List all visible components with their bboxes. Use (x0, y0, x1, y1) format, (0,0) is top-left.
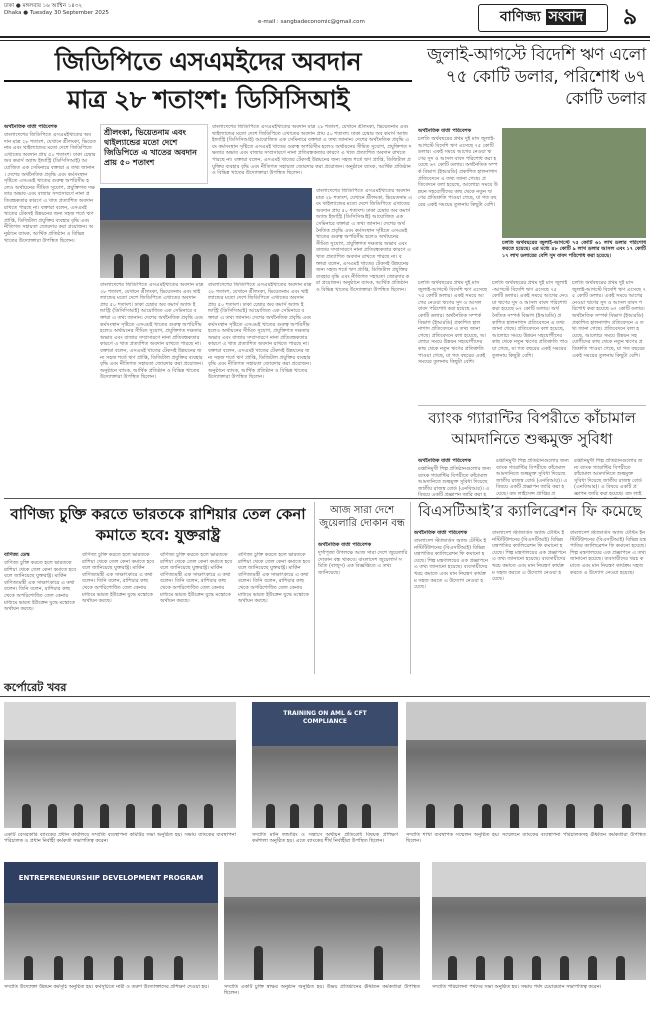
entrepreneur-banner: ENTREPRENEURSHIP DEVELOPMENT PROGRAM (18, 874, 204, 882)
lead-inset: শ্রীলংকা, ভিয়েতনাম এবং থাইল্যান্ডের মতো দেশে জিডিপিতে এ খাতের অবদান প্রায় ৫০ শতাংশ (100, 124, 208, 184)
section-rule (0, 696, 650, 697)
date-line: ঢাকা ● মঙ্গলবার ১৬ আশ্বিন ১৪৩২ Dhaka ● Tuesday 30 September 2025 (4, 3, 109, 16)
corporate-photo-5 (224, 862, 420, 980)
header-rule-2 (0, 40, 650, 41)
bank-column-1: অর্থনৈতিক বার্তা পরিবেশক রপ্তানিমুখী শিল্প প্রতিষ্ঠানগুলোর জন্য ব্যাংক গ্যারান্টির বিপরীতে কাঁচামাল আমদানিতে শুল্কমুক্ত সুবিধা দিয়েছে জাতীয় রাজস্ব বোর্ড (এনবিআর)। এ বিষয়ে একটি প্রজ্ঞাপন জারি করা হ (418, 458, 491, 498)
lead-photo (100, 188, 312, 278)
bsti-column-3: বাংলাদেশ স্ট্যান্ডার্ডস অ্যান্ড টেস্টিং ইনস্টিটিউশনের (বিএসটিআই) বিভিন্ন যন্ত্রপাতির ক্যালিব্রেশন ফি কমানো হয়েছে। শিল্প মন্ত্রণালয়ের এক প্রজ্ঞাপনে এ তথ্য জানানো হয়েছে। ব্যবসায়ীদের খরচ কমাতে এবং মান নিয়ন্ত্রণ কার্যক্রম সহজ করতে এ উদ্যোগ নেওয়া হয়েছে। (570, 530, 646, 576)
corporate-photo-1 (4, 702, 236, 828)
corporate-caption-1: একটি বেসরকারি ব্যাংকের প্রধান কার্যালয়ে সম্প্রতি ব্যবস্থাপনা কমিটির সভা অনুষ্ঠিত হয়। সভায় ব্যাংকের ব্যবস্থাপনা পরিচালক ও প্রধান নির্বাহী কর্মকর্তা সভাপতিত্ব করেন। (4, 832, 236, 845)
jewelry-headline[interactable]: আজ সারা দেশে জুয়েলারি দোকান বন্ধ (319, 505, 405, 529)
jewelry-column: অর্থনৈতিক বার্তা পরিবেশক দুর্গাপূজা উপলক্ষে আজ সারা দেশে জুয়েলারি দোকান বন্ধ থাকবে। বাংলাদেশ জুয়েলার্স সমিতি (বাজুস) এক বিজ্ঞপ্তিতে এ তথ্য জানিয়েছে। (318, 542, 408, 576)
corporate-caption-2: সম্প্রতি মানি লন্ডারিং ও সন্ত্রাসে অর্থায়ন প্রতিরোধ বিষয়ক প্রশিক্ষণ কর্মশালা অনুষ্ঠিত হয়। এতে ব্যাংকের শীর্ষ নির্বাহীরা উপস্থিত ছিলেন। (252, 832, 398, 845)
bsti-column-2: বাংলাদেশ স্ট্যান্ডার্ডস অ্যান্ড টেস্টিং ইনস্টিটিউশনের (বিএসটিআই) বিভিন্ন যন্ত্রপাতির ক্যালিব্রেশন ফি কমানো হয়েছে। শিল্প মন্ত্রণালয়ের এক প্রজ্ঞাপনে এ তথ্য জানানো হয়েছে। ব্যবসায়ীদের খরচ কমাতে এবং মান নিয়ন্ত্রণ কার্যক্রম সহজ করতে এ উদ্যোগ নেওয়া হয়েছে। (492, 530, 566, 583)
loan-headline[interactable]: জুলাই-আগস্টে বিদেশি ঋণ এলো ৭৫ কোটি ডলার, পরিশোধ ৬৭ কোটি ডলার (427, 45, 646, 109)
header-rule (0, 36, 650, 38)
bsti-column-1: অর্থনৈতিক বার্তা পরিবেশক বাংলাদেশ স্ট্যান্ডার্ডস অ্যান্ড টেস্টিং ইনস্টিটিউশনের (বিএসটিআই) বিভিন্ন যন্ত্রপাতির ক্যালিব্রেশন ফি কমানো হয়েছে। শিল্প মন্ত্রণালয়ের এক প্রজ্ঞাপনে এ তথ্য জানানো হয়েছে। ব্যবসায়ীদের খরচ কমাতে এবং মান নিয়ন্ত্রণ কার্যক্রম সহজ করতে এ উদ্যোগ নেওয়া হয়েছে। (414, 530, 488, 591)
oil-headline[interactable]: বাণিজ্য চুক্তি করতে ভারতকে রাশিয়ার তেল কেনা কমাতে হবে: যুক্তরাষ্ট্র (10, 505, 306, 544)
bank-headline[interactable]: ব্যাংক গ্যারান্টির বিপরীতে কাঁচামাল আমদানিতে শুল্কমুক্ত সুবিধা (428, 409, 636, 448)
lead-column-3: বাংলাদেশের জিডিপিতে এসএমইখাতের অবদান মাত্র ২৮ শতাংশ, যেখানে শ্রীলংকা, ভিয়েতনাম এবং থাইল্যান্ডের মতো দেশে জিডিপিতে এখাতের অবদান প্রায় ৫০ শতাংশ। ঢাকা চেম্বার অব কমার্স অ্যান্ড ইন্ডাস্ট্রি (ডিসিসিআই) আয়োজিত এক সেমিনারে বক্তারা এ তথ্য জানান। দেশের অর্থনৈতিক প্রবৃদ্ধি এবং কর্মসংস্থান সৃষ্টিতে এসএমই খাতের গুরুত্ব অপরিসীম হলেও অর্থায়নের সীমিত সুযোগ, প্রযুক্তিগত দক্ষতার অভাব এবং বাজার সম্প্রসারণে নানা প্রতিবন্ধকতার কারণে এ খাত প্রত্যাশিত অবদান রাখতে পারছে না। বক্তারা বলেন, এসএমই খাতের টেকসই উন্নয়নের জন্য সহজ শর্তে ঋণ প্রাপ্তি, ডিজিটাল প্রযুক্তির ব্যবহার বৃদ্ধি এবং নীতিগত সহায়তা জোরদার করা প্রয়োজন। অনুষ্ঠানে ব্যাংক, আর্থিক প্রতিষ্ঠান ও বিভিন্ন খাতের উদ্যোক্তারা উপস্থিত ছিলেন। (316, 188, 412, 293)
lead-inset-box (100, 124, 208, 184)
corporate-caption-6: সম্প্রতি পরিচালনা পর্ষদের সভা অনুষ্ঠিত হয়। সভায় পর্ষদ চেয়ারম্যান সভাপতিত্ব করেন। (432, 984, 602, 990)
corporate-caption-3: সম্প্রতি শাখা ব্যবস্থাপক সম্মেলন অনুষ্ঠিত হয়। সম্মেলনে ব্যাংকের ব্যবস্থাপনা পরিচালকসহ ঊর্ধ্বতন কর্মকর্তারা উপস্থিত ছিলেন। (406, 832, 646, 845)
page-number: ৯ (622, 5, 638, 30)
bsti-headline[interactable]: বিএসটিআই’র ক্যালিব্রেশন ফি কমেছে (418, 502, 642, 520)
loan-photo-caption: চলতি অর্থবছরের জুলাই-আগস্টে ৭৫ কোটি ৬১ লাখ ডলার পরিশোধ করতে হয়েছে। এর মধ্যে ৪৮ কোটি ৯ লাখ ডলার আসল এবং ১৭ কোটি ১৭ লাখ ডলারের বেশি সুদ বাবদ পরিশোধ করা হয়েছে। (502, 240, 646, 259)
corporate-photo-2 (252, 702, 398, 828)
corporate-photo-4 (4, 862, 218, 980)
loan-column-4: চলতি অর্থবছরের প্রথম দুই মাস জুলাই-আগস্টে বিদেশি ঋণ এসেছে ৭৫ কোটি ডলার। একই সময়ে আগের নেওয়া ঋণের সুদ ও আসল বাবদ পরিশোধ করা হয়েছে ৬৭ কোটি ডলার। অর্থনৈতিক সম্পর্ক বিভাগ (ইআরডি) প্রকাশিত হালনাগাদ প্রতিবেদনে এ তথ্য জানা গেছে। প্রতিবেদনে বলা হয়েছে, আলোচ্য সময়ে উন্নয়ন সহযোগীদের কাছ থেকে নতুন ঋণের প্রতিশ্রুতি পাওয়া গেছে, যা গত বছরের একই সময়ের তুলনায় কিছুটা বেশি। (572, 280, 646, 359)
section-title: কর্পোরেট খবর (4, 681, 67, 694)
bank-column-3: রপ্তানিমুখী শিল্প প্রতিষ্ঠানগুলোর জন্য ব্যাংক গ্যারান্টির বিপরীতে কাঁচামাল আমদানিতে শুল্কমুক্ত সুবিধা দিয়েছে জাতীয় রাজস্ব বোর্ড (এনবিআর)। এ বিষয়ে একটি প্রজ্ঞাপন জারি করা হয়েছে। বন্ড লাই (574, 458, 643, 497)
masthead (0, 0, 650, 38)
loan-column-2: চলতি অর্থবছরের প্রথম দুই মাস জুলাই-আগস্টে বিদেশি ঋণ এসেছে ৭৫ কোটি ডলার। একই সময়ে আগের নেওয়া ঋণের সুদ ও আসল বাবদ পরিশোধ করা হয়েছে ৬৭ কোটি ডলার। অর্থনৈতিক সম্পর্ক বিভাগ (ইআরডি) প্রকাশিত হালনাগাদ প্রতিবেদনে এ তথ্য জানা গেছে। প্রতিবেদনে বলা হয়েছে, আলোচ্য সময়ে উন্নয়ন সহযোগীদের কাছ থেকে নতুন ঋণের প্রতিশ্রুতি পাওয়া গেছে, যা গত বছরের একই সময়ের তুলনায় কিছুটা বেশি। (418, 280, 488, 366)
training-banner: TRAINING ON AML & CFT COMPLIANCE (283, 710, 367, 725)
corporate-caption-5: সম্প্রতি একটি চুক্তি স্বাক্ষর অনুষ্ঠান অনুষ্ঠিত হয়। উভয় প্রতিষ্ঠানের ঊর্ধ্বতন কর্মকর্তারা উপস্থিত ছিলেন। (224, 984, 420, 997)
lead-column-5: বাংলাদেশের জিডিপিতে এসএমইখাতের অবদান মাত্র ২৮ শতাংশ, যেখানে শ্রীলংকা, ভিয়েতনাম এবং থাইল্যান্ডের মতো দেশে জিডিপিতে এখাতের অবদান প্রায় ৫০ শতাংশ। ঢাকা চেম্বার অব কমার্স অ্যান্ড ইন্ডাস্ট্রি (ডিসিসিআই) আয়োজিত এক সেমিনারে বক্তারা এ তথ্য জানান। দেশের অর্থনৈতিক প্রবৃদ্ধি এবং কর্মসংস্থান সৃষ্টিতে এসএমই খাতের গুরুত্ব অপরিসীম হলেও অর্থায়নের সীমিত সুযোগ, প্রযুক্তিগত দক্ষতার অভাব এবং বাজার সম্প্রসারণে নানা প্রতিবন্ধকতার কারণে এ খাত প্রত্যাশিত অবদান রাখতে পারছে না। বক্তারা বলেন, এসএমই খাতের টেকসই উন্নয়নের জন্য সহজ শর্তে ঋণ প্রাপ্তি, ডিজিটাল প্রযুক্তির ব্যবহার বৃদ্ধি এবং নীতিগত সহায়তা জোরদার করা প্রয়োজন। অনুষ্ঠানে ব্যাংক, আর্থিক প্রতিষ্ঠান ও বিভিন্ন খাতের উদ্যোক্তারা উপস্থিত ছিলেন। (208, 282, 312, 381)
lead-column-1: অর্থনৈতিক বার্তা পরিবেশক বাংলাদেশের জিডিপিতে এসএমইখাতের অবদান মাত্র ২৮ শতাংশ, যেখানে শ্রীলংকা, ভিয়েতনাম এবং থাইল্যান্ডের মতো দেশে জিডিপিতে এখাতের অবদান প্রায় ৫০ শতাংশ। ঢাকা চেম্বার অব কমার্স অ্যান্ড ইন্ডাস্ট্রি (ডিসিসিআই) আয়োজিত এক সেমিনারে বক্তারা এ তথ্য জানান। দেশের অর্থনৈতিক প্রবৃদ্ধি এবং কর্মসংস্থান সৃষ্টিতে এসএমই খাতের গুরুত্ব অপরিসীম হলেও অর্থায়নের সীমিত সুযোগ, প্রযুক্তিগত দক্ষতার অভাব এবং বাজার সম্প্রসারণে নানা প্রতিবন্ধকতার কারণে এ খাত প্রত্যাশিত অবদান রাখতে পারছে না। বক্তারা বলেন, এসএমই খাতের টেকসই উন্নয়নের জন্য সহজ শর্তে ঋণ প্রাপ্তি, ডিজিটাল প্রযুক্তির ব্যবহার বৃদ্ধি এবং নীতিগত সহায়তা জোরদার করা প্রয়োজন। অনুষ্ঠানে ব্যাংক, আর্থিক প্রতিষ্ঠান ও বিভিন্ন খাতের উদ্যোক্তারা উপস্থিত ছিলেন। (4, 124, 96, 244)
oil-column-2: বাণিজ্য চুক্তি করতে হলে ভারতকে রাশিয়া থেকে তেল কেনা কমাতে হবে বলে জানিয়েছে যুক্তরাষ্ট্র। মার্কিন বাণিজ্যমন্ত্রী এক সাক্ষাৎকারে এ কথা বলেন। তিনি বলেন, রাশিয়ার কাছ থেকে অপরিশোধিত তেল কেনার মাধ্যমে ভারত ইউক্রেন যুদ্ধে মস্কোকে অর্থায়ন করছে। (82, 552, 155, 605)
loan-column-1: অর্থনৈতিক বার্তা পরিবেশক চলতি অর্থবছরের প্রথম দুই মাস জুলাই-আগস্টে বিদেশি ঋণ এসেছে ৭৫ কোটি ডলার। একই সময়ে আগের নেওয়া ঋণের সুদ ও আসল বাবদ পরিশোধ করা হয়েছে ৬৭ কোটি ডলার। অর্থনৈতিক সম্পর্ক বিভাগ (ইআরডি) প্রকাশিত হালনাগাদ প্রতিবেদনে এ তথ্য জানা গেছে। প্রতিবেদনে বলা হয়েছে, আলোচ্য সময়ে উন্নয়ন সহযোগীদের কাছ থেকে নতুন ঋণের প্রতিশ্রুতি পাওয়া গেছে, যা গত বছরের একই সময়ের তুলনায় কিছুটা বেশি। (418, 128, 498, 208)
email[interactable]: e-mail : sangbadeconomic@gmail.com (258, 19, 365, 25)
logo: বাণিজ্য সংবাদ (478, 4, 608, 32)
corporate-caption-4: সম্প্রতি উদ্যোক্তা উন্নয়ন কর্মসূচি অনুষ্ঠিত হয়। কর্মসূচিতে নারী ও তরুণ উদ্যোক্তাদের প্রশিক্ষণ দেওয়া হয়। (4, 984, 209, 990)
lead-column-2: বাংলাদেশের জিডিপিতে এসএমইখাতের অবদান মাত্র ২৮ শতাংশ, যেখানে শ্রীলংকা, ভিয়েতনাম এবং থাইল্যান্ডের মতো দেশে জিডিপিতে এখাতের অবদান প্রায় ৫০ শতাংশ। ঢাকা চেম্বার অব কমার্স অ্যান্ড ইন্ডাস্ট্রি (ডিসিসিআই) আয়োজিত এক সেমিনারে বক্তারা এ তথ্য জানান। দেশের অর্থনৈতিক প্রবৃদ্ধি এবং কর্মসংস্থান সৃষ্টিতে এসএমই খাতের গুরুত্ব অপরিসীম হলেও অর্থায়নের সীমিত সুযোগ, প্রযুক্তিগত দক্ষতার অভাব এবং বাজার সম্প্রসারণে নানা প্রতিবন্ধকতার কারণে এ খাত প্রত্যাশিত অবদান রাখতে পারছে না। বক্তারা বলেন, এসএমই খাতের টেকসই উন্নয়নের জন্য সহজ শর্তে ঋণ প্রাপ্তি, ডিজিটাল প্রযুক্তির ব্যবহার বৃদ্ধি এবং নীতিগত সহায়তা জোরদার করা প্রয়োজন। অনুষ্ঠানে ব্যাংক, আর্থিক প্রতিষ্ঠান ও বিভিন্ন খাতের উদ্যোক্তারা উপস্থিত ছিলেন। (212, 124, 412, 177)
lead-column-4: বাংলাদেশের জিডিপিতে এসএমইখাতের অবদান মাত্র ২৮ শতাংশ, যেখানে শ্রীলংকা, ভিয়েতনাম এবং থাইল্যান্ডের মতো দেশে জিডিপিতে এখাতের অবদান প্রায় ৫০ শতাংশ। ঢাকা চেম্বার অব কমার্স অ্যান্ড ইন্ডাস্ট্রি (ডিসিসিআই) আয়োজিত এক সেমিনারে বক্তারা এ তথ্য জানান। দেশের অর্থনৈতিক প্রবৃদ্ধি এবং কর্মসংস্থান সৃষ্টিতে এসএমই খাতের গুরুত্ব অপরিসীম হলেও অর্থায়নের সীমিত সুযোগ, প্রযুক্তিগত দক্ষতার অভাব এবং বাজার সম্প্রসারণে নানা প্রতিবন্ধকতার কারণে এ খাত প্রত্যাশিত অবদান রাখতে পারছে না। বক্তারা বলেন, এসএমই খাতের টেকসই উন্নয়নের জন্য সহজ শর্তে ঋণ প্রাপ্তি, ডিজিটাল প্রযুক্তির ব্যবহার বৃদ্ধি এবং নীতিগত সহায়তা জোরদার করা প্রয়োজন। অনুষ্ঠানে ব্যাংক, আর্থিক প্রতিষ্ঠান ও বিভিন্ন খাতের উদ্যোক্তারা উপস্থিত ছিলেন। (100, 282, 204, 381)
currency-photo (502, 128, 646, 238)
bank-column-2: রপ্তানিমুখী শিল্প প্রতিষ্ঠানগুলোর জন্য ব্যাংক গ্যারান্টির বিপরীতে কাঁচামাল আমদানিতে শুল্কমুক্ত সুবিধা দিয়েছে জাতীয় রাজস্ব বোর্ড (এনবিআর)। এ বিষয়ে একটি প্রজ্ঞাপন জারি করা হয়েছে। বন্ড লাইসেন্স প্রাপ্তির প্র (496, 458, 569, 497)
oil-column-3: বাণিজ্য চুক্তি করতে হলে ভারতকে রাশিয়া থেকে তেল কেনা কমাতে হবে বলে জানিয়েছে যুক্তরাষ্ট্র। মার্কিন বাণিজ্যমন্ত্রী এক সাক্ষাৎকারে এ কথা বলেন। তিনি বলেন, রাশিয়ার কাছ থেকে অপরিশোধিত তেল কেনার মাধ্যমে ভারত ইউক্রেন যুদ্ধে মস্কোকে অর্থায়ন করছে। (160, 552, 233, 605)
corporate-photo-6 (432, 862, 646, 980)
loan-column-3: চলতি অর্থবছরের প্রথম দুই মাস জুলাই-আগস্টে বিদেশি ঋণ এসেছে ৭৫ কোটি ডলার। একই সময়ে আগের নেওয়া ঋণের সুদ ও আসল বাবদ পরিশোধ করা হয়েছে ৬৭ কোটি ডলার। অর্থনৈতিক সম্পর্ক বিভাগ (ইআরডি) প্রকাশিত হালনাগাদ প্রতিবেদনে এ তথ্য জানা গেছে। প্রতিবেদনে বলা হয়েছে, আলোচ্য সময়ে উন্নয়ন সহযোগীদের কাছ থেকে নতুন ঋণের প্রতিশ্রুতি পাওয়া গেছে, যা গত বছরের একই সময়ের তুলনায় কিছুটা বেশি। (492, 280, 568, 359)
oil-column-1: বাণিজ্য ডেস্ক বাণিজ্য চুক্তি করতে হলে ভারতকে রাশিয়া থেকে তেল কেনা কমাতে হবে বলে জানিয়েছে যুক্তরাষ্ট্র। মার্কিন বাণিজ্যমন্ত্রী এক সাক্ষাৎকারে এ কথা বলেন। তিনি বলেন, রাশিয়ার কাছ থেকে অপরিশোধিত তেল কেনার মাধ্যমে ভারত ইউক্রেন যুদ্ধে মস্কোকে অর্থায়ন করছে। (4, 552, 77, 613)
lead-headline[interactable]: জিডিপিতে এসএমইদের অবদান মাত্র ২৮ শতাংশ: ডিসিসিআই (4, 44, 412, 120)
corporate-photo-3 (406, 702, 646, 828)
oil-column-4: বাণিজ্য চুক্তি করতে হলে ভারতকে রাশিয়া থেকে তেল কেনা কমাতে হবে বলে জানিয়েছে যুক্তরাষ্ট্র। মার্কিন বাণিজ্যমন্ত্রী এক সাক্ষাৎকারে এ কথা বলেন। তিনি বলেন, রাশিয়ার কাছ থেকে অপরিশোধিত তেল কেনার মাধ্যমে ভারত ইউক্রেন যুদ্ধে মস্কোকে অর্থায়ন করছে। (238, 552, 311, 605)
